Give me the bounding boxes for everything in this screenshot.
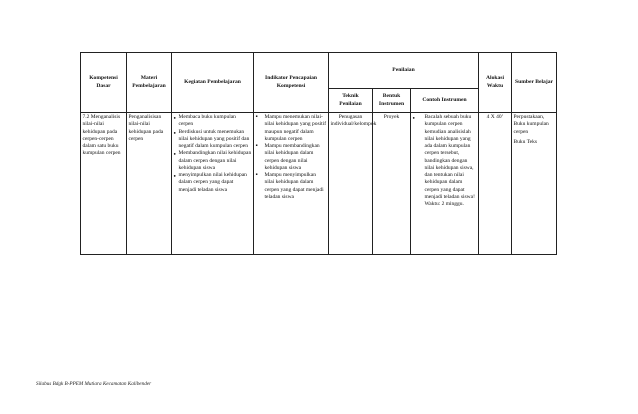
- list-item: ● Membandingkan nilai kehidupan dalam cerpen dengan nilai kehidupan siswa: [174, 150, 252, 172]
- indikator-list: [256, 114, 327, 201]
- header-teknik-penilaian: Teknik Penilaian: [329, 89, 373, 113]
- list-item: ▪ Mampu menemukan nilai-nilai kehidupan yang positif maupun negatif dalam kumpulan cerpen: [256, 114, 327, 143]
- cell-indikator: [254, 113, 329, 255]
- cell-kompetensi-dasar: 7.2 Menganalisis nilai-nilai kehidupan pada cerpen-cerpen dalam satu buku kumpulan cerpen: [81, 113, 127, 255]
- contoh-soal: Bacalah sebuah buku kumpulan cerpen kemudian analisislah nilai kehidupan yang ada dalam kumpulan cerpen tersebut, bandingkan dengan nilai kehidupan siswa, dan tentukan nilai kehidupan dalam cerpen yang dapat menjadi teladan siswa!: [424, 114, 475, 200]
- sumber-item: Perpustakaan, Buku kumpulan cerpen: [513, 114, 549, 135]
- list-item: [413, 114, 477, 208]
- list-item: ● Berdiskusi untuk menemukan nilai kehidupan yang positif dan negatif dalam kumpulan cerpen: [174, 129, 252, 151]
- contoh-list: [413, 114, 477, 208]
- cell-sumber: [512, 113, 557, 255]
- list-item: ● Membaca buku kumpulan cerpen: [174, 114, 252, 129]
- cell-kegiatan: [172, 113, 254, 255]
- list-item: ● menyimpulkan nilai kehidupan dalam cerpen yang dapat menjadi teladan siswa: [174, 172, 252, 194]
- header-alokasi-waktu: Alokasi Waktu: [479, 53, 512, 113]
- cell-alokasi: 4 X 40’: [479, 113, 512, 255]
- header-penilaian: Penilaian: [329, 53, 479, 89]
- header-sumber-belajar: Sumber Belajar: [512, 53, 557, 113]
- cell-materi: Penganalisisan nilai-nilai kehidupan pada cerpen: [127, 113, 172, 255]
- cell-teknik: Penugasan individual/kelompok: [329, 113, 373, 255]
- syllabus-table: [80, 52, 557, 255]
- kegiatan-list: [174, 114, 252, 194]
- header-materi-pembelajaran: Materi Pembelajaran: [127, 53, 172, 113]
- table-row: [81, 113, 557, 255]
- list-item: ▪ Mampu membandingkan nilai kehidupan dalam cerpen dengan nilai kehidupan siswa: [256, 143, 327, 172]
- list-item: ▪ Mampu menyimpulkan nilai kehidupan dalam cerpen yang dapat menjadi teladan siswa: [256, 172, 327, 201]
- cell-contoh: [411, 113, 479, 255]
- contoh-waktu: Waktu: 2 minggu.: [424, 201, 464, 207]
- header-contoh-instrumen: Contoh Instrumen: [411, 89, 479, 113]
- header-kompetensi-dasar: Kompetensi Dasar: [81, 53, 127, 113]
- header-indikator: Indikator Pencapaian Kompetensi: [254, 53, 329, 113]
- cell-bentuk: Proyek: [373, 113, 411, 255]
- header-kegiatan-pembelajaran: Kegiatan Pembelajaran: [172, 53, 254, 113]
- sumber-item: Buku Teks: [513, 138, 538, 145]
- header-bentuk-instrumen: Bentuk Instrumen: [373, 89, 411, 113]
- page-footer: Silabus Bdgk B-PPEM Mutiara Kecamatan Kalibender: [36, 381, 152, 387]
